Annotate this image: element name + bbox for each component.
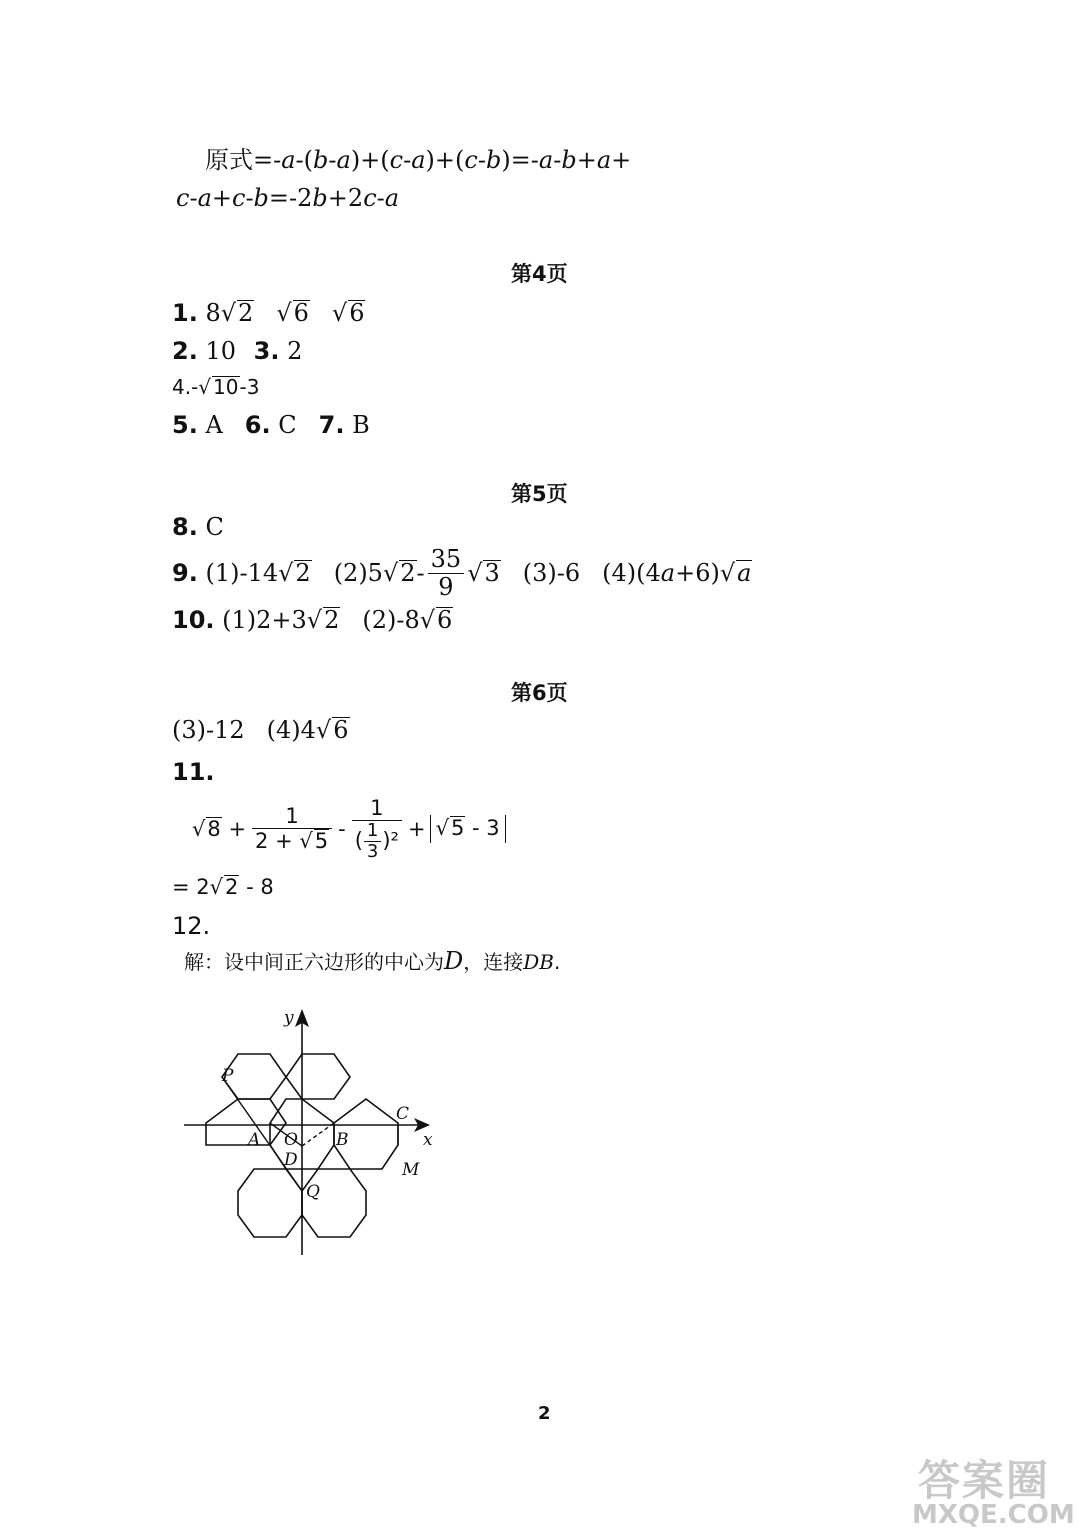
answer-11-label: 11.	[172, 758, 215, 786]
label-O: O	[284, 1130, 298, 1150]
answer-11-result: = 2√2 - 8	[172, 875, 274, 899]
answer-9: 9. (1)-14√ 2 (2)5√ 2 - $\frac{35}{9}$ √ 3 (3)-6 (4)(4 a +6)√ a	[172, 545, 752, 601]
answer-10: 10. (1)2+3√2 (2)-8√6	[172, 606, 453, 634]
label-Q: Q	[306, 1182, 320, 1202]
answer-5-7: 5. A 6. C 7. B	[172, 411, 370, 439]
hexagon-bottom-right	[302, 1169, 366, 1237]
hexagon-top-right	[286, 1054, 350, 1099]
hexagon-middle-left	[206, 1099, 286, 1145]
page-5-title: 第5页	[511, 482, 568, 506]
answer-11-expression: √ 8 + $\frac{1}{2 + √5}$ - 1 ( $\frac{1}{3}$ )² + √5 - 3	[192, 786, 506, 872]
label-D: D	[284, 1150, 298, 1170]
answer-8: 8. C	[172, 513, 224, 541]
answer-2-3: 2. 10 3. 2	[172, 337, 303, 365]
page-6-title: 第6页	[511, 681, 568, 705]
line-DB	[302, 1123, 334, 1146]
label-y: y	[284, 1008, 294, 1028]
label-B: B	[336, 1130, 349, 1150]
label-x: x	[423, 1130, 433, 1150]
answer-4: 4.-√ 10-3	[172, 375, 260, 399]
page-number: 2	[538, 1403, 551, 1424]
hexagon-figure	[180, 1005, 450, 1265]
intro-line-2: c-a+c-b=-2b+2c-a	[176, 184, 400, 212]
watermark-logo: 答案圈	[918, 1456, 1051, 1505]
label-C: C	[396, 1104, 410, 1124]
page-4-title: 第4页	[511, 262, 568, 286]
label-A: A	[248, 1130, 261, 1150]
watermark-url: MXQE.COM	[912, 1500, 1075, 1530]
answer-10-continued: (3)-12 (4)4√6	[172, 716, 349, 744]
answer-1: 1. 8√2 √6 √6	[172, 299, 365, 327]
label-P: P	[222, 1066, 234, 1086]
hexagon-bottom-left	[238, 1169, 302, 1237]
answer-12-solution: 解：设中间正六边形的中心为D，连接DB.	[184, 947, 561, 975]
answer-12-label: 12.	[172, 912, 211, 940]
label-M: M	[402, 1160, 420, 1180]
intro-line-1: 原式=-a-(b-a)+(c-a)+(c-b)=-a-b+a+	[205, 146, 632, 174]
